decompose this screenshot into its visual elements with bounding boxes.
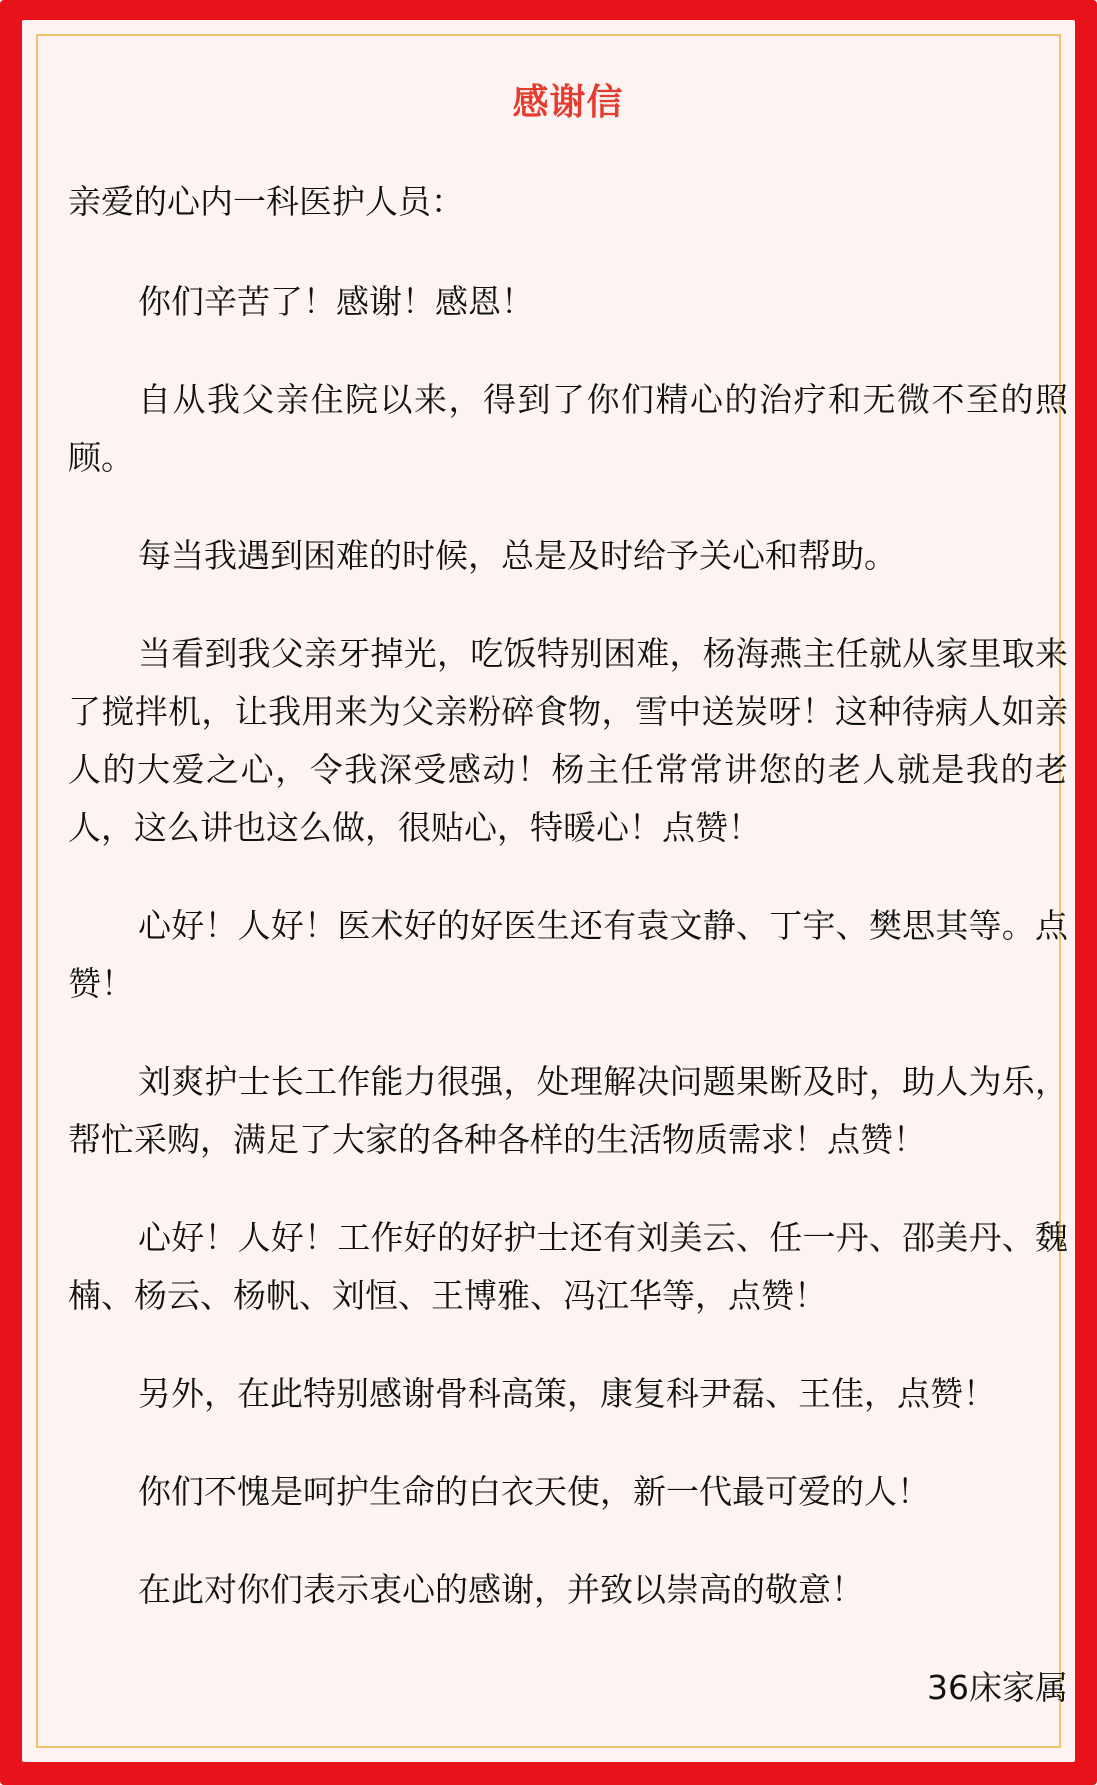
letter-content [68, 78, 1068, 1717]
paragraph-7: 心好！人好！工作好的好护士还有刘美云、任一丹、邵美丹、魏楠、杨云、杨帆、刘恒、王博雅、冯江华等，点赞！ [68, 1218, 1068, 1315]
paragraph-3: 每当我遇到困难的时候，总是及时给予关心和帮助。 [138, 536, 897, 575]
paragraph-9: 你们不愧是呵护生命的白衣天使，新一代最可爱的人！ [138, 1472, 930, 1511]
paragraph-6: 刘爽护士长工作能力很强，处理解决问题果断及时，助人为乐，帮忙采购，满足了大家的各种各样的生活物质需求！点赞！ [68, 1062, 1068, 1159]
letter-title: 感谢信 [512, 82, 624, 123]
letter-panel [22, 20, 1075, 1762]
paragraph-4: 当看到我父亲牙掉光，吃饭特别困难，杨海燕主任就从家里取来了搅拌机，让我用来为父亲粉碎食物，雪中送炭呀！这种待病人如亲人的大爱之心，令我深受感动！杨主任常常讲您的老人就是我的老人，这么讲也这么做，很贴心，特暖心！点赞！ [68, 634, 1068, 847]
paragraph-8: 另外，在此特别感谢骨科高策，康复科尹磊、王佳，点赞！ [138, 1374, 996, 1413]
letter-signature: 36床家属 [927, 1668, 1068, 1707]
paragraph-5: 心好！人好！医术好的好医生还有袁文静、丁宇、樊思其等。点赞！ [68, 906, 1068, 1003]
paragraph-10: 在此对你们表示衷心的感谢，并致以崇高的敬意！ [138, 1570, 864, 1609]
paragraph-1: 你们辛苦了！感谢！感恩！ [138, 282, 534, 321]
paragraph-2: 自从我父亲住院以来，得到了你们精心的治疗和无微不至的照顾。 [68, 380, 1068, 477]
letter-salutation: 亲爱的心内一科医护人员： [68, 182, 464, 221]
